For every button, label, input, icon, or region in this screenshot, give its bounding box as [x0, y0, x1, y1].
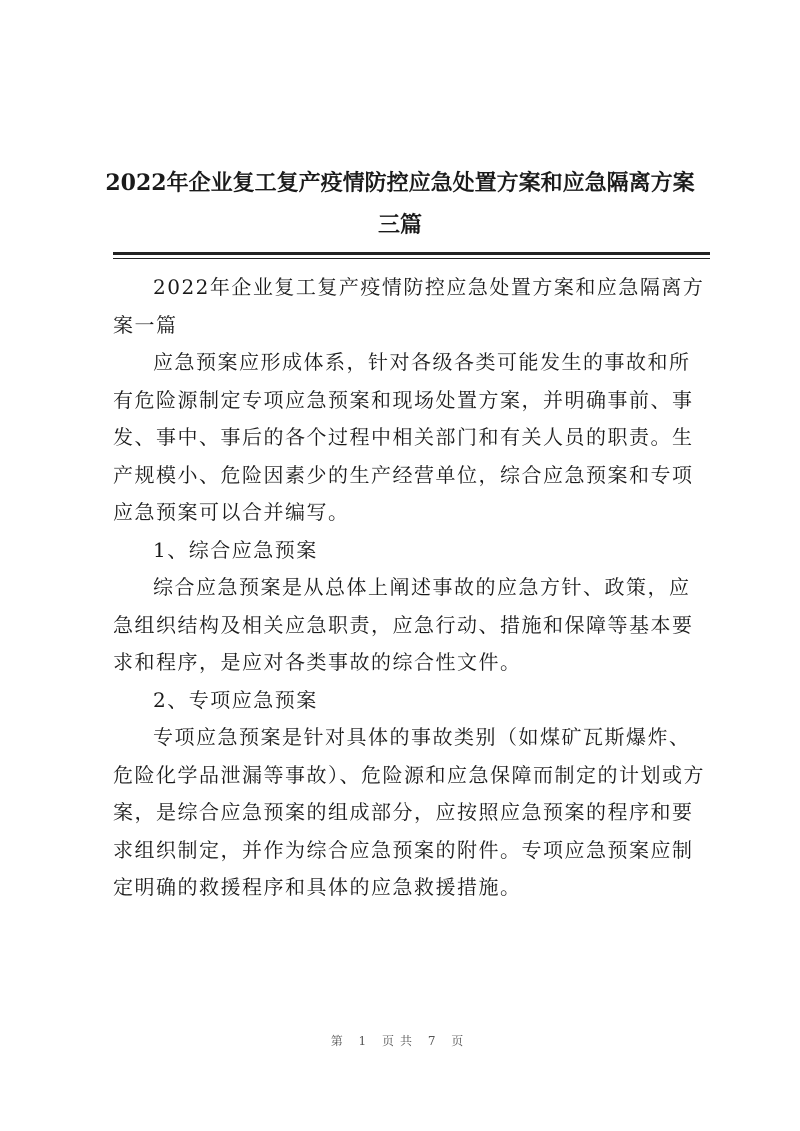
special-plan-paragraph: 专项应急预案是针对具体的事故类别（如煤矿瓦斯爆炸、危险化学品泄漏等事故）、危险源和应急保障而制定的计划或方案，是综合应急预案的组成部分，应按照应急预案的程序和要求组织制定，并作为综合应急预案的附件。专项应急预案应制定明确的救援程序和具体的应急救援措施。	[113, 725, 705, 899]
comprehensive-plan-paragraph: 综合应急预案是从总体上阐述事故的应急方针、政策，应急组织结构及相关应急职责，应急行动、措施和保障等基本要求和程序，是应对各类事故的综合性文件。	[113, 575, 694, 674]
document-body	[113, 269, 710, 907]
section-heading-special: 2、专项应急预案	[153, 687, 318, 712]
intro-paragraph: 应急预案应形成体系，针对各级各类可能发生的事故和所有危险源制定专项应急预案和现场处置方案，并明确事前、事发、事中、事后的各个过程中相关部门和有关人员的职责。生产规模小、危险因素少的生产经营单位，综合应急预案和专项应急预案可以合并编写。	[113, 350, 694, 524]
section-heading-comprehensive: 1、综合应急预案	[153, 537, 318, 562]
title-divider-thick	[113, 252, 710, 255]
document-title: 2022年企业复工复产疫情防控应急处置方案和应急隔离方案三篇	[105, 170, 695, 238]
subtitle-paragraph: 2022年企业复工复产疫情防控应急处置方案和应急隔离方案一篇	[113, 275, 705, 337]
title-divider-thin	[113, 258, 710, 259]
page-footer: 第 1 页共 7 页	[330, 1034, 470, 1048]
